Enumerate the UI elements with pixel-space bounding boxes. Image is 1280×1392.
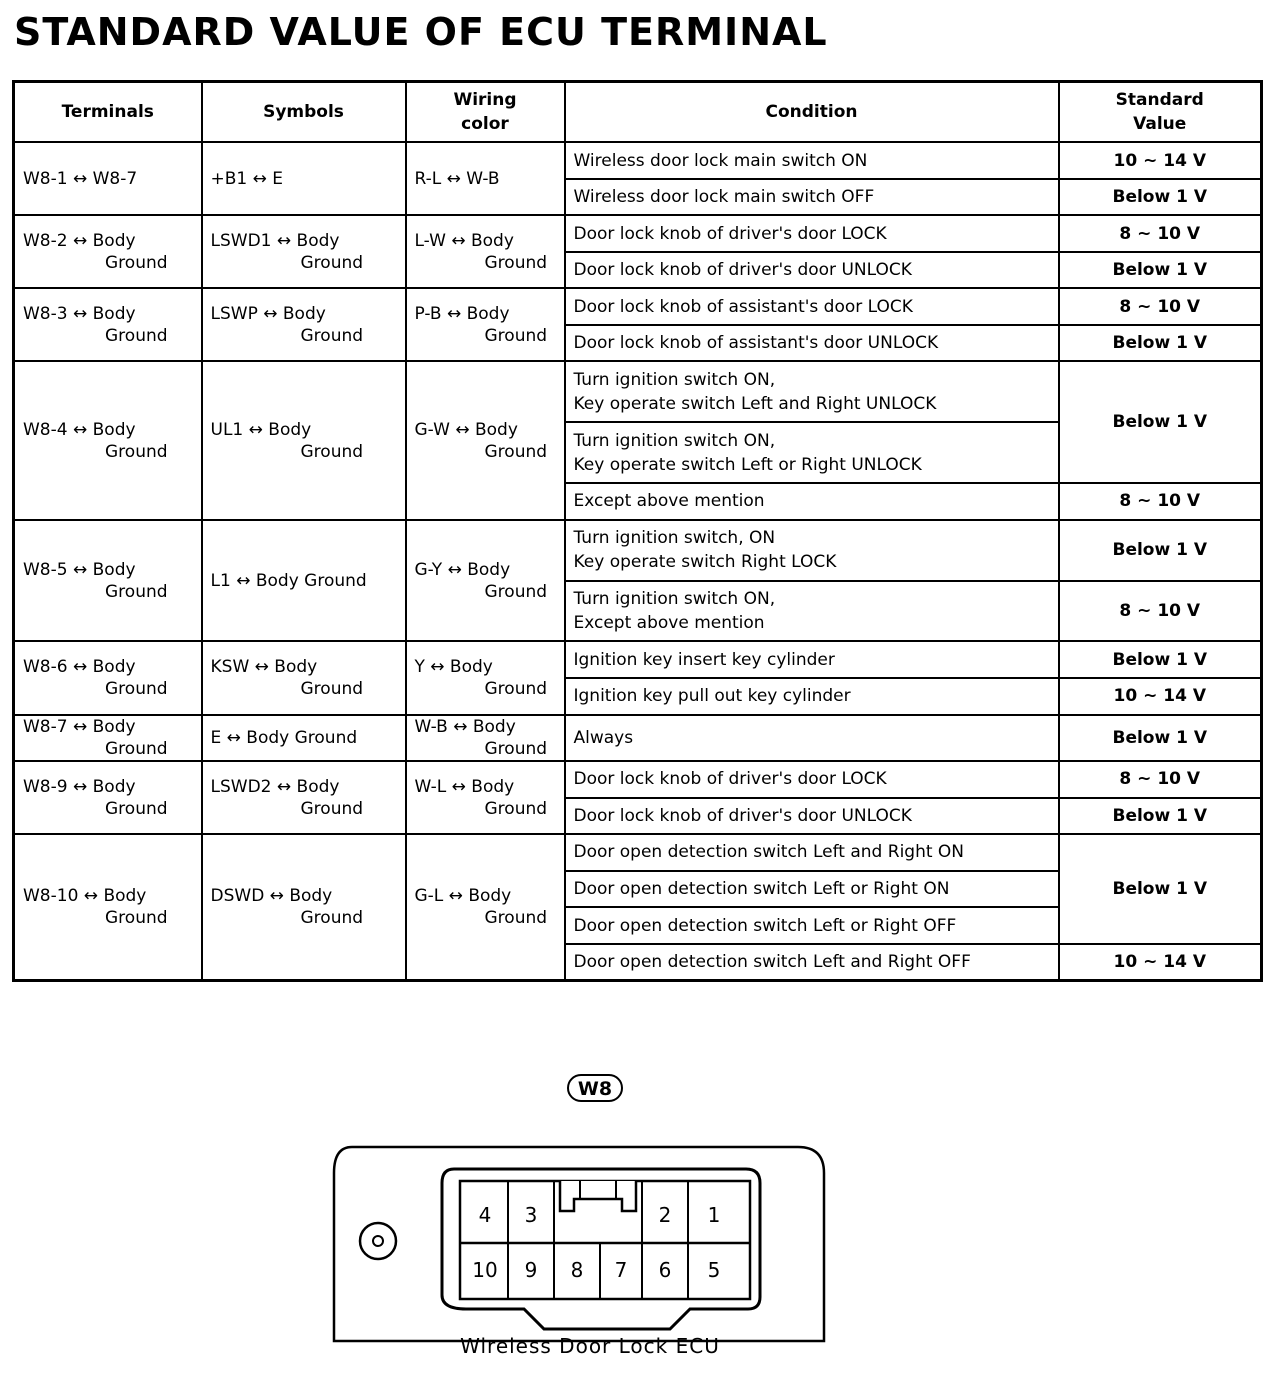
terminal-cell	[14, 215, 202, 288]
standard-value-cell: Below 1 V	[1059, 641, 1262, 678]
connector-key-tab	[560, 1181, 636, 1211]
pin-10: 10	[472, 1258, 498, 1282]
standard-value-cell: 10 ~ 14 V	[1059, 678, 1262, 715]
wiring-cell-line1: W-L ↔ Body	[414, 776, 515, 797]
condition-cell	[565, 581, 1059, 642]
pin-1: 1	[707, 1203, 721, 1227]
condition-cell	[565, 361, 1059, 422]
mounting-hole-center-icon	[373, 1236, 383, 1246]
symbol-cell	[202, 641, 406, 714]
table-row	[14, 715, 1262, 762]
wiring-cell	[406, 761, 565, 834]
wiring-cell	[406, 142, 565, 215]
wiring-cell	[406, 288, 565, 361]
table-row	[14, 215, 1262, 252]
condition-cell: Ignition key pull out key cylinder	[565, 678, 1059, 715]
connector-caption: Wireless Door Lock ECU	[460, 1334, 720, 1358]
symbol-cell-line1: LSWP ↔ Body	[210, 303, 326, 324]
table-row	[14, 142, 1262, 179]
condition-line2: Key operate switch Left and Right UNLOCK	[573, 393, 937, 414]
wiring-cell-line2: Ground	[484, 325, 548, 346]
wiring-cell-line2: Ground	[484, 252, 548, 273]
pin-6: 6	[658, 1258, 672, 1282]
terminal-cell	[14, 361, 202, 519]
wiring-cell-line2: Ground	[484, 581, 548, 602]
standard-value-cell: Below 1 V	[1059, 179, 1262, 216]
condition-cell: Always	[565, 715, 1059, 762]
symbol-cell-line1: KSW ↔ Body	[210, 657, 318, 677]
condition-cell: Except above mention	[565, 483, 1059, 520]
terminal-cell-line2: Ground	[105, 325, 168, 346]
terminal-cell	[14, 288, 202, 361]
symbol-cell-line1: L1 ↔ Body Ground	[210, 570, 367, 591]
condition-line1: Turn ignition switch ON,	[573, 369, 776, 390]
wiring-cell-line2: Ground	[484, 679, 548, 699]
terminal-cell-line1: W8-6 ↔ Body	[23, 657, 136, 677]
condition-cell: Door lock knob of assistant's door LOCK	[565, 288, 1059, 325]
standard-value-cell: Below 1 V	[1059, 834, 1262, 944]
standard-value-cell: 10 ~ 14 V	[1059, 944, 1262, 981]
standard-value-cell: 8 ~ 10 V	[1059, 215, 1262, 252]
terminal-cell	[14, 520, 202, 642]
condition-cell: Door open detection switch Left and Right OFF	[565, 944, 1059, 981]
ecu-terminal-table	[12, 80, 1263, 982]
symbol-cell-line1: LSWD1 ↔ Body	[210, 230, 340, 251]
wiring-cell-line2: Ground	[484, 738, 548, 759]
symbol-cell-line2: Ground	[300, 252, 364, 273]
terminal-cell-line1: W8-9 ↔ Body	[23, 776, 136, 797]
symbol-cell	[202, 715, 406, 762]
page-title: STANDARD VALUE OF ECU TERMINAL	[14, 10, 828, 54]
pin-2: 2	[658, 1203, 672, 1227]
table-row	[14, 834, 1262, 871]
wiring-cell-line1: R-L ↔ W-B	[414, 168, 500, 189]
pin-4: 4	[478, 1203, 492, 1227]
wiring-cell	[406, 215, 565, 288]
table-row	[14, 761, 1262, 798]
condition-cell: Wireless door lock main switch OFF	[565, 179, 1059, 216]
terminal-cell-line2: Ground	[105, 679, 168, 699]
symbol-cell-line2: Ground	[300, 679, 364, 699]
symbol-cell-line1: +B1 ↔ E	[210, 168, 284, 189]
wiring-cell-line1: G-W ↔ Body	[414, 419, 518, 440]
terminal-cell-line1: W8-2 ↔ Body	[23, 230, 136, 251]
symbol-cell-line1: E ↔ Body Ground	[210, 727, 358, 748]
connector-label: W8	[577, 1078, 613, 1100]
standard-value-cell: 8 ~ 10 V	[1059, 581, 1262, 642]
terminal-cell	[14, 641, 202, 714]
pin-5: 5	[707, 1258, 721, 1282]
wiring-cell-line2: Ground	[484, 798, 548, 819]
terminal-cell-line2: Ground	[105, 581, 168, 602]
table-row	[14, 520, 1262, 581]
header-wiring-color	[406, 82, 565, 143]
standard-value-cell: Below 1 V	[1059, 361, 1262, 483]
pin-3: 3	[524, 1203, 538, 1227]
pin-8: 8	[570, 1258, 584, 1282]
symbol-cell	[202, 215, 406, 288]
wiring-cell-line1: P-B ↔ Body	[414, 303, 510, 324]
terminal-cell-line1: W8-5 ↔ Body	[23, 559, 136, 580]
terminal-cell	[14, 834, 202, 980]
wiring-cell-line2: Ground	[484, 908, 548, 929]
symbol-cell-line1: DSWD ↔ Body	[210, 886, 333, 907]
condition-cell: Door lock knob of driver's door LOCK	[565, 761, 1059, 798]
standard-value-cell: 8 ~ 10 V	[1059, 761, 1262, 798]
pin-7: 7	[614, 1258, 628, 1282]
condition-cell: Door lock knob of assistant's door UNLOCK	[565, 325, 1059, 362]
terminal-cell-line1: W8-10 ↔ Body	[23, 886, 147, 907]
terminal-cell-line2: Ground	[105, 908, 168, 929]
header-standard-line1: Standard	[1115, 90, 1204, 111]
terminal-cell	[14, 715, 202, 762]
terminal-cell-line2: Ground	[105, 252, 168, 273]
table-row	[14, 361, 1262, 422]
symbol-cell-line2: Ground	[300, 325, 364, 346]
wiring-cell	[406, 715, 565, 762]
symbol-cell-line1: UL1 ↔ Body	[210, 419, 312, 440]
connector-diagram	[330, 1070, 830, 1370]
condition-line1: Turn ignition switch, ON	[573, 528, 776, 549]
terminal-cell-line2: Ground	[105, 441, 168, 462]
header-standard-line2: Value	[1133, 114, 1187, 135]
symbol-cell-line1: LSWD2 ↔ Body	[210, 776, 340, 797]
wiring-cell-line2: Ground	[484, 441, 548, 462]
standard-value-cell: Below 1 V	[1059, 520, 1262, 581]
symbol-cell	[202, 520, 406, 642]
condition-cell: Door open detection switch Left and Right ON	[565, 834, 1059, 871]
condition-cell	[565, 520, 1059, 581]
terminal-cell-line1: W8-7 ↔ Body	[23, 716, 136, 737]
condition-line2: Key operate switch Right LOCK	[573, 552, 837, 573]
symbol-cell	[202, 142, 406, 215]
wiring-cell-line1: W-B ↔ Body	[414, 716, 516, 737]
terminal-cell	[14, 142, 202, 215]
terminal-cell-line2: Ground	[105, 738, 168, 759]
condition-line1: Turn ignition switch ON,	[573, 589, 776, 610]
wiring-cell-line1: L-W ↔ Body	[414, 230, 514, 251]
wiring-cell	[406, 641, 565, 714]
standard-value-cell: Below 1 V	[1059, 325, 1262, 362]
wiring-cell-line1: G-Y ↔ Body	[414, 559, 511, 580]
symbol-cell	[202, 761, 406, 834]
symbol-cell-line2: Ground	[300, 441, 364, 462]
standard-value-cell: 10 ~ 14 V	[1059, 142, 1262, 179]
pin-9: 9	[524, 1258, 538, 1282]
condition-line2: Except above mention	[573, 613, 765, 634]
condition-line1: Turn ignition switch ON,	[573, 430, 776, 451]
wiring-cell-line1: Y ↔ Body	[414, 657, 493, 677]
symbol-cell-line2: Ground	[300, 798, 364, 819]
symbol-cell	[202, 361, 406, 519]
header-terminals: Terminals	[14, 82, 202, 143]
header-condition: Condition	[565, 82, 1059, 143]
condition-cell: Wireless door lock main switch ON	[565, 142, 1059, 179]
symbol-cell	[202, 834, 406, 980]
terminal-cell-line1: W8-1 ↔ W8-7	[23, 168, 138, 189]
table-row	[14, 288, 1262, 325]
header-row	[14, 82, 1262, 143]
standard-value-cell: Below 1 V	[1059, 715, 1262, 762]
standard-value-cell: Below 1 V	[1059, 252, 1262, 289]
wiring-cell	[406, 520, 565, 642]
wiring-cell	[406, 834, 565, 980]
standard-value-cell: 8 ~ 10 V	[1059, 483, 1262, 520]
condition-cell: Door lock knob of driver's door UNLOCK	[565, 252, 1059, 289]
standard-value-cell: Below 1 V	[1059, 798, 1262, 835]
terminal-cell-line1: W8-4 ↔ Body	[23, 419, 136, 440]
wiring-cell	[406, 361, 565, 519]
mounting-hole-icon	[360, 1223, 396, 1259]
header-standard-value	[1059, 82, 1262, 143]
terminal-cell-line2: Ground	[105, 798, 168, 819]
symbol-cell-line2: Ground	[300, 908, 364, 929]
header-wiring-line2: color	[461, 114, 509, 135]
terminal-cell	[14, 761, 202, 834]
terminal-cell-line1: W8-3 ↔ Body	[23, 303, 136, 324]
condition-cell: Door lock knob of driver's door UNLOCK	[565, 798, 1059, 835]
standard-value-cell: 8 ~ 10 V	[1059, 288, 1262, 325]
condition-cell: Door open detection switch Left or Right OFF	[565, 907, 1059, 944]
symbol-cell	[202, 288, 406, 361]
condition-cell: Door open detection switch Left or Right ON	[565, 871, 1059, 908]
condition-cell: Door lock knob of driver's door LOCK	[565, 215, 1059, 252]
wiring-cell-line1: G-L ↔ Body	[414, 886, 512, 907]
header-wiring-line1: Wiring	[453, 90, 517, 111]
table-row	[14, 641, 1262, 678]
condition-cell	[565, 422, 1059, 483]
header-symbols: Symbols	[202, 82, 406, 143]
condition-line2: Key operate switch Left or Right UNLOCK	[573, 454, 922, 475]
condition-cell: Ignition key insert key cylinder	[565, 641, 1059, 678]
